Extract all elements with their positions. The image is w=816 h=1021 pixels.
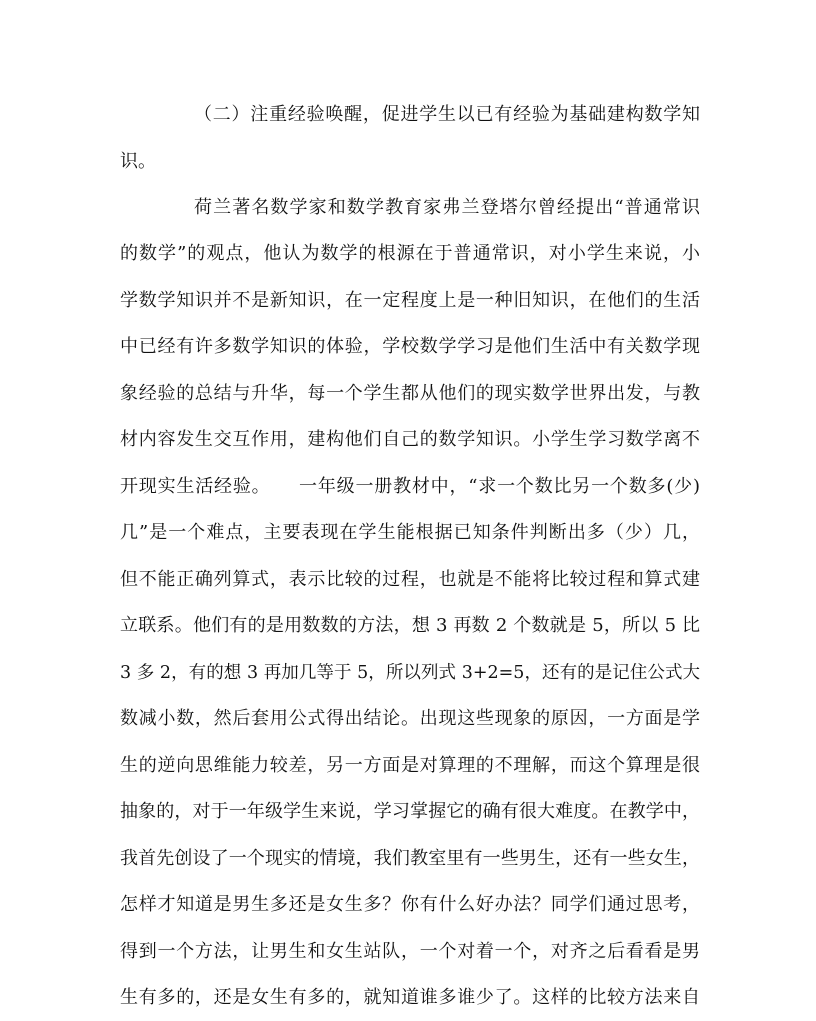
- paragraph-line: 开现实生活经验。 一年级一册教材中，“求一个数比另一个数多(少): [120, 476, 700, 497]
- paragraph-line: 怎样才知道是男生多还是女生多？你有什么好办法？同学们通过思考，: [120, 894, 700, 915]
- section-heading-line-1: （二）注重经验唤醒，促进学生以已有经验为基础建构数学知: [194, 104, 700, 125]
- paragraph-line: 得到一个方法，让男生和女生站队，一个对着一个，对齐之后看看是男: [120, 941, 700, 962]
- paragraph-line: 立联系。他们有的是用数数的方法，想 3 再数 2 个数就是 5，所以 5 比: [120, 615, 700, 636]
- paragraph-line: 的数学”的观点，他认为数学的根源在于普通常识，对小学生来说，小: [120, 243, 700, 264]
- paragraph-line: 荷兰著名数学家和数学教育家弗兰登塔尔曾经提出“普通常识: [194, 197, 700, 218]
- paragraph-line: 生的逆向思维能力较差，另一方面是对算理的不理解，而这个算理是很: [120, 755, 700, 776]
- paragraph-line: 3 多 2，有的想 3 再加几等于 5，所以列式 3+2=5，还有的是记住公式大: [120, 663, 700, 683]
- paragraph-line: 抽象的，对于一年级学生来说，学习掌握它的确有很大难度。在教学中，: [120, 801, 700, 822]
- paragraph-line: 但不能正确列算式，表示比较的过程，也就是不能将比较过程和算式建: [120, 569, 700, 590]
- paragraph-line: 中已经有许多数学知识的体验，学校数学学习是他们生活中有关数学现: [120, 336, 700, 357]
- paragraph-line: 象经验的总结与升华，每一个学生都从他们的现实数学世界出发，与教: [120, 383, 700, 404]
- paragraph-line: 数减小数，然后套用公式得出结论。出现这些现象的原因，一方面是学: [120, 708, 700, 729]
- section-heading-line-2: 识。: [120, 151, 156, 172]
- paragraph-line: 材内容发生交互作用，建构他们自己的数学知识。小学生学习数学离不: [120, 429, 700, 450]
- paragraph-line: 生有多的，还是女生有多的，就知道谁多谁少了。这样的比较方法来自: [120, 987, 700, 1008]
- paragraph-line: 我首先创设了一个现实的情境，我们教室里有一些男生，还有一些女生，: [120, 848, 700, 869]
- paragraph-line: 几”是一个难点，主要表现在学生能根据已知条件判断出多（少）几，: [120, 522, 700, 543]
- paragraph-line: 学数学知识并不是新知识，在一定程度上是一种旧知识，在他们的生活: [120, 290, 700, 311]
